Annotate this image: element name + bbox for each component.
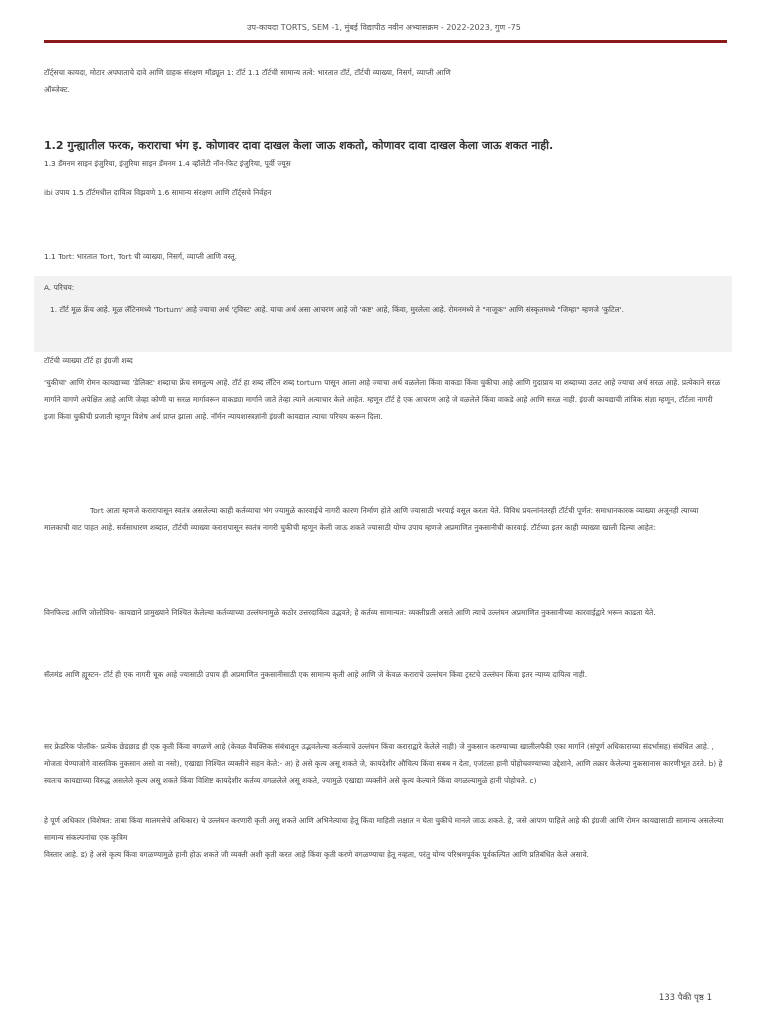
page-number: 133 पैकी पृष्ठ 1 [658,993,712,1003]
quote-pollock-continued: हे पूर्ण अधिकार (विशेषत: ताबा किंवा मालमत्तेचे अधिकार) चे उल्लंघन करणारी कृती असू शकते आणि अभिनेत्याचा हेतू किंवा माहिती लक्षात न घेता चुकीचे मानले जाऊ शकते. हे, जसे आपण पाहिले आहे की इंग्रजी आणि रोमन कायद्यासाठी सामान्य असलेल्या सामान्य संकल्पनांचा एक कृत्रिम [44,816,724,842]
definition-para-1: 'चुकीचा' आणि रोमन कायद्याच्या 'डेलिक्ट' शब्दाचा फ्रेंच समतुल्य आहे. टॉर्ट हा शब्द लॅटिन शब्द tortum पासून आला आहे ज्याचा अर्थ वळलेला किंवा वाकडा किंवा चुकीचा आहे आणि गुदाप्राय या शब्दाच्या उलट आहे ज्याचा अर्थ सरळ आहे. प्रत्येकाने सरळ मार्गाने वागणे अपेक्षित आहे आणि जेव्हा कोणी या सरळ मार्गावरून वाकड्या मार्गाने जाते तेव्हा त्याने अत्याचार केले आहेत. म्हणून टॉर्ट हे एक आचरण आहे जे वळलेले किंवा वाकडे आहे आणि सरळ नाही. इंग्रजी कायद्याची तांत्रिक संज्ञा म्हणून, टॉर्टला नागरी इजा किंवा चुकीची प्रजाती म्हणून विशेष अर्थ प्राप्त झाला आहे. नॉर्मन न्यायशास्त्रज्ञांनी इंग्रजी कायद्यात त्याचा परिचय करून दिला. [44,378,721,421]
quote-pollock-extension: विस्तार आहे. ड) हे असे कृत्य किंवा वगळण्यामुळे हानी होऊ शकते जी व्यक्ती अशी कृती करत आहे किंवा कृती करणे वगळण्याचा हेतू नव्हता, परंतु योग्य परिश्रमपूर्वक पूर्वकल्पित आणि प्रतिबंधित केले असावे. [44,850,590,859]
quote-salmond: सॅलमंड आणि ह्यूस्टन- टॉर्ट ही एक नागरी चूक आहे ज्यासाठी उपाय ही अप्रमाणित नुकसानीसाठी एक सामान्य कृती आहे आणि जे केवळ कराराचे उल्लंघन किंवा ट्रस्टचे उल्लंघन किंवा इतर न्याय्य दायित्व नाही. [44,670,588,679]
intro-box-label: A. परिचय: [44,283,75,292]
intro-box-text: 1. टॉर्ट मूळ फ्रेंच आहे. मूळ लॅटिनमध्ये 'Tortum' आहे ज्याचा अर्थ 'ट्विस्ट' आहे. याचा अर्थ असा आचरण आहे जो 'कष्ट' आहे, किंवा, मुरलेला आहे. रोमनमध्ये ते "नाजूक" आणि संस्कृतमध्ये "जिम्हा" म्हणजे 'कुटिल'. [50,305,625,314]
intro-line-1: टॉर्ट्सचा कायदा, मोटार अपघाताचे दावे आणि ग्राहक संरक्षण मॉड्यूल 1: टॉर्ट 1.1 टॉर्टची सामान्य तत्वे: भारतात टॉर्ट, टॉर्टची व्याख्या, निसर्ग, व्याप्ती आणि [44,68,451,77]
page-header: उप-कायदा TORTS, SEM -1, मुंबई विद्यापीठ नवीन अभ्यासक्रम - 2022-2023, गुण -75 [247,23,521,32]
module-heading: 1.2 गुन्ह्यातील फरक, कराराचा भंग इ. कोणावर दावा दाखल केला जाऊ शकतो, कोणावर दावा दाखल केला जाऊ शकत नाही. [44,139,554,152]
quote-winfield: विनफिल्ड आणि जोलोविच- कायद्याने प्रामुख्याने निश्चित केलेल्या कर्तव्याच्या उल्लंघनामुळे कठोर उत्तरदायित्व उद्भवते; हे कर्तव्य सामान्यत: व्यक्तीप्रती असते आणि त्याचे उल्लंघन अप्रमाणित नुकसानीच्या कारवाईद्वारे भरून काढता येते. [44,608,656,617]
module-line-1: 1.3 डॅमनम साइन इंजुरिया, इंजुरिया साइन डॅमनम 1.4 व्हॉलेंटी नॉन-फिट इंजुरिया, पूर्वी ज्यूस [44,159,291,168]
header-divider [44,40,727,43]
section-title: 1.1 Tort: भारतात Tort, Tort ची व्याख्या, निसर्ग, व्याप्ती आणि वस्तू. [44,252,237,261]
module-line-2: ibi उपाय 1.5 टॉर्टमधील दायित्व विझवणे 1.6 सामान्य संरक्षण आणि टॉर्ट्सचे निर्वहन [44,188,272,197]
intro-line-2: ऑब्जेक्ट. [44,85,70,94]
definition-para-2: Tort आता म्हणजे करारापासून स्वतंत्र असलेल्या काही कर्तव्याचा भंग ज्यामुळे कारवाईचे नागरी कारण निर्माण होते आणि ज्यासाठी भरपाई वसूल करता येते. विविध प्रयत्नांनंतरही टॉर्टची पूर्णत: समाधानकारक व्याख्या अजूनही त्याच्या मालकाची वाट पाहत आहे. सर्वसाधारण शब्दात, टॉर्टची व्याख्या करारापासून स्वतंत्र नागरी चुकीची म्हणून केली जाऊ शकते ज्यासाठी योग्य उपाय म्हणजे अप्रमाणित नुकसानीची कारवाई. टॉर्टच्या इतर काही व्याख्या खाली दिल्या आहेत: [44,506,699,532]
intro-box [34,276,732,352]
definition-title: टॉर्टची व्याख्या टॉर्ट हा इंग्रजी शब्द [44,356,133,365]
quote-pollock: सर फ्रेडरिक पोलॉक- प्रत्येक छेडछाड ही एक कृती किंवा वगळणे आहे (केवळ वैयक्तिक संबंधातून उद्भवलेल्या कर्तव्याचे उल्लंघन किंवा कराराद्वारे केलेले नाही) जे नुकसान करण्याच्या खालीलपैकी एका मार्गाने (संपूर्ण अधिकाराच्या संदर्भासह) संबंधित आहे. , मोजता येण्याजोगे वास्तविक नुकसान असो वा नसो), एखाद्या निश्चित व्यक्तीने सहन केले:- अ) हे असे कृत्य असू शकते जे, कायदेशीर औचित्य किंवा सबब न देता, एजंटला हानी पोहोचवण्याच्या उद्देशाने, आणि तक्रार केलेल्या नुकसानास कारणीभूत ठरते. b) हे स्वतःच कायद्याच्या विरुद्ध असलेले कृत्य असू शकते किंवा विशिष्ट कायदेशीर कर्तव्य वगळलेले असू शकते, ज्यामुळे एखाद्या व्यक्तीने असे कृत्य केल्याने किंवा वगळल्यामुळे हानी पोहोचते. c) [44,742,723,785]
